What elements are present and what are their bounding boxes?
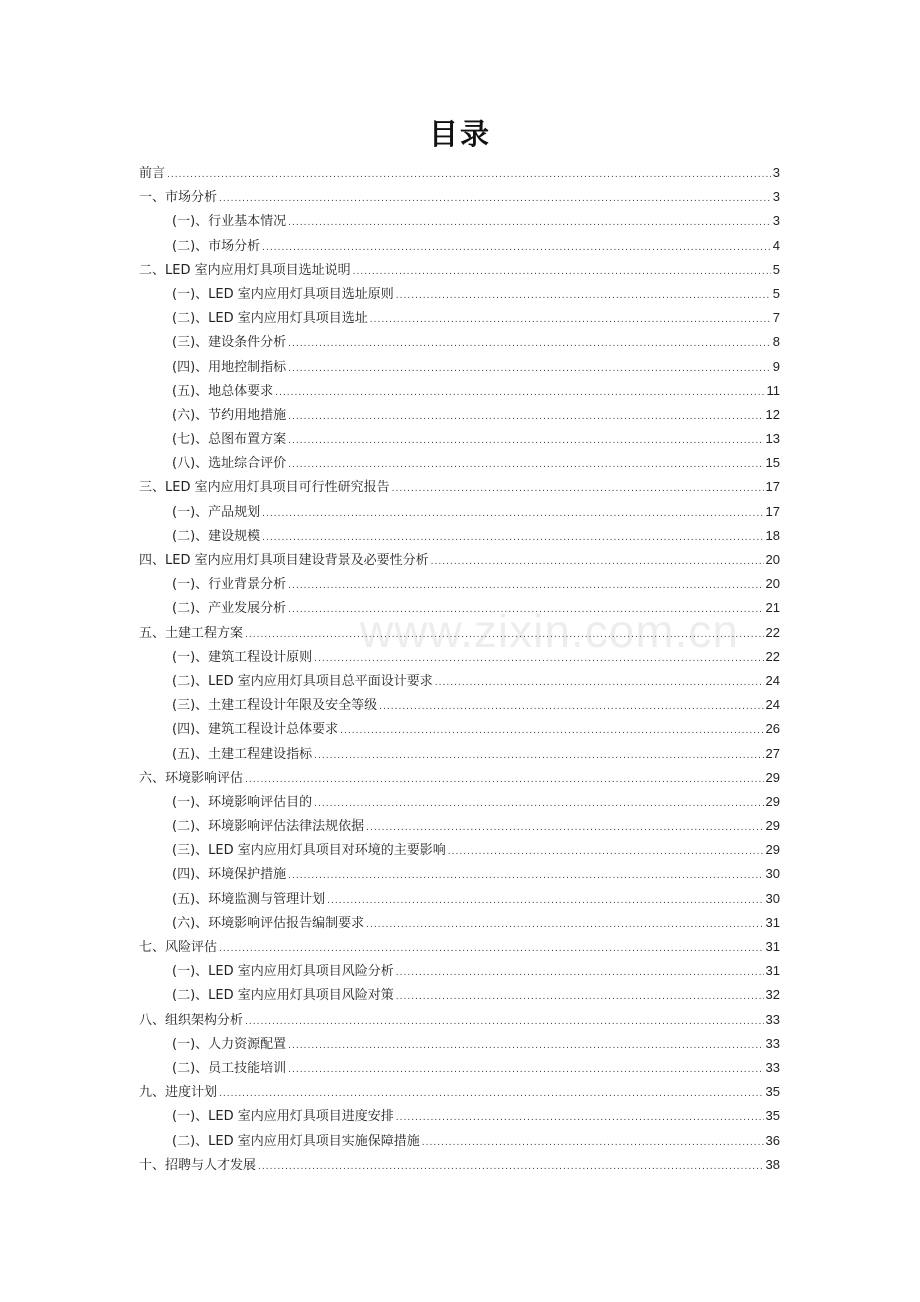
toc-page-number: 27 — [765, 745, 780, 761]
toc-dot-leader — [366, 816, 763, 840]
toc-entry-label: (一)、环境影响评估目的 — [172, 794, 313, 810]
toc-entry[interactable] — [139, 475, 780, 499]
toc-dot-leader — [288, 453, 763, 477]
toc-page-number: 13 — [765, 431, 780, 447]
toc-dot-leader — [448, 840, 764, 864]
toc-page-number: 32 — [765, 987, 780, 1003]
toc-page-number: 22 — [765, 624, 780, 640]
toc-entry[interactable] — [139, 258, 780, 282]
toc-entry-label: (二)、LED 室内应用灯具项目风险对策 — [172, 988, 394, 1004]
toc-dot-leader — [258, 1155, 764, 1179]
toc-subentry[interactable] — [139, 403, 780, 427]
toc-subentry[interactable] — [139, 983, 780, 1007]
toc-dot-leader — [340, 719, 763, 743]
toc-page-number: 29 — [765, 842, 780, 858]
toc-entry[interactable] — [139, 548, 780, 572]
toc-entry[interactable] — [139, 766, 780, 790]
toc-dot-leader — [288, 574, 763, 598]
toc-entry-label: (三)、土建工程设计年限及安全等级 — [172, 698, 378, 714]
toc-entry[interactable] — [139, 185, 780, 209]
toc-subentry[interactable] — [139, 790, 780, 814]
toc-subentry[interactable] — [139, 209, 780, 233]
toc-entry-label: (二)、市场分析 — [172, 238, 261, 254]
toc-dot-leader — [262, 502, 763, 526]
toc-entry-label: 一、市场分析 — [139, 190, 218, 206]
toc-entry-label: (二)、LED 室内应用灯具项目选址 — [172, 311, 368, 327]
toc-entry-label: 二、LED 室内应用灯具项目选址说明 — [139, 262, 351, 278]
toc-subentry[interactable] — [139, 330, 780, 354]
toc-dot-leader — [288, 1034, 763, 1058]
toc-dot-leader — [366, 913, 763, 937]
toc-entry-label: (四)、环境保护措施 — [172, 867, 287, 883]
toc-dot-leader — [275, 381, 764, 405]
toc-dot-leader — [327, 889, 763, 913]
toc-entry-label: (四)、用地控制指标 — [172, 359, 287, 375]
toc-page-number: 5 — [772, 261, 780, 277]
toc-dot-leader — [288, 405, 763, 429]
toc-entry[interactable] — [139, 1153, 780, 1177]
toc-entry-label: (一)、LED 室内应用灯具项目选址原则 — [172, 286, 394, 302]
toc-dot-leader — [219, 1082, 764, 1106]
toc-page-number: 29 — [765, 793, 780, 809]
toc-dot-leader — [288, 357, 771, 381]
toc-subentry[interactable] — [139, 887, 780, 911]
toc-page-number: 12 — [765, 406, 780, 422]
toc-page-number: 24 — [765, 697, 780, 713]
toc-subentry[interactable] — [139, 524, 780, 548]
toc-dot-leader — [314, 744, 763, 768]
toc-page-number: 30 — [765, 890, 780, 906]
toc-page-number: 22 — [765, 648, 780, 664]
toc-entry[interactable] — [139, 935, 780, 959]
toc-dot-leader — [314, 647, 763, 671]
toc-entry-label: (一)、LED 室内应用灯具项目风险分析 — [172, 964, 394, 980]
toc-entry-label: (一)、LED 室内应用灯具项目进度安排 — [172, 1109, 394, 1125]
toc-page-number: 20 — [765, 552, 780, 567]
toc-page-number: 33 — [765, 1011, 780, 1027]
toc-entry-label: 前言 — [139, 166, 166, 181]
toc-subentry[interactable] — [139, 234, 780, 258]
toc-entry[interactable] — [139, 161, 780, 185]
toc-dot-leader — [288, 332, 771, 356]
toc-dot-leader — [396, 1106, 764, 1130]
toc-entry-label: (六)、节约用地措施 — [172, 407, 287, 423]
toc-entry-label: 九、进度计划 — [139, 1085, 218, 1101]
toc-dot-leader — [353, 260, 771, 284]
toc-entry[interactable] — [139, 1080, 780, 1104]
toc-subentry[interactable] — [139, 693, 780, 717]
toc-dot-leader — [245, 623, 764, 647]
toc-page-number: 3 — [772, 189, 780, 205]
toc-dot-leader — [392, 477, 764, 501]
toc-subentry[interactable] — [139, 814, 780, 838]
toc-entry-label: (二)、建设规模 — [172, 528, 261, 544]
toc-dot-leader — [396, 985, 764, 1009]
toc-subentry[interactable] — [139, 282, 780, 306]
toc-subentry[interactable] — [139, 717, 780, 741]
toc-entry-label: (一)、行业基本情况 — [172, 214, 287, 230]
toc-page-number: 31 — [765, 914, 780, 930]
toc-subentry[interactable] — [139, 645, 780, 669]
toc-page-number: 33 — [765, 1059, 780, 1075]
toc-dot-leader — [379, 695, 763, 719]
toc-entry[interactable] — [139, 621, 780, 645]
toc-subentry[interactable] — [139, 427, 780, 451]
toc-entry-label: (二)、员工技能培训 — [172, 1060, 287, 1076]
toc-entry-label: (一)、行业背景分析 — [172, 577, 287, 593]
toc-page-number: 30 — [765, 866, 780, 882]
toc-page-number: 17 — [765, 503, 780, 519]
toc-page-number: 29 — [765, 769, 780, 785]
toc-page-number: 4 — [772, 237, 780, 253]
toc-page-number: 21 — [765, 600, 780, 616]
toc-entry-label: (五)、环境监测与管理计划 — [172, 891, 326, 907]
toc-subentry[interactable] — [139, 572, 780, 596]
toc-dot-leader — [314, 792, 763, 816]
toc-page-number: 9 — [772, 358, 780, 374]
toc-entry-label: 十、招聘与人才发展 — [139, 1157, 257, 1173]
toc-entry-label: 三、LED 室内应用灯具项目可行性研究报告 — [139, 480, 390, 496]
toc-dot-leader — [422, 1131, 764, 1155]
toc-entry-label: (一)、建筑工程设计原则 — [172, 649, 313, 665]
toc-subentry[interactable] — [139, 1032, 780, 1056]
toc-subentry[interactable] — [139, 862, 780, 886]
toc-subentry[interactable] — [139, 911, 780, 935]
toc-dot-leader — [245, 768, 764, 792]
toc-subentry[interactable] — [139, 1129, 780, 1153]
toc-subentry[interactable] — [139, 838, 780, 862]
toc-page-number: 31 — [765, 963, 780, 979]
toc-page-number: 31 — [765, 939, 780, 954]
toc-entry-label: 四、LED 室内应用灯具项目建设背景及必要性分析 — [139, 553, 429, 568]
toc-dot-leader — [288, 211, 771, 235]
toc-entry-label: 六、环境影响评估 — [139, 770, 244, 786]
toc-page-number: 38 — [765, 1156, 780, 1172]
toc-dot-leader — [288, 1058, 763, 1082]
toc-subentry[interactable] — [139, 1104, 780, 1128]
toc-entry-label: (三)、LED 室内应用灯具项目对环境的主要影响 — [172, 843, 446, 859]
toc-entry-label: (八)、选址综合评价 — [172, 456, 287, 472]
toc-entry-label: (五)、土建工程建设指标 — [172, 746, 313, 762]
toc-dot-leader — [435, 671, 764, 695]
toc-entry-label: (二)、LED 室内应用灯具项目实施保障措施 — [172, 1133, 420, 1149]
toc-page-number: 33 — [765, 1035, 780, 1051]
watermark: www.zixin.com.cn — [360, 605, 739, 657]
toc-page-number: 20 — [765, 576, 780, 592]
toc-entry-label: (一)、产品规划 — [172, 504, 261, 520]
toc-page-number: 7 — [772, 310, 780, 326]
toc-subentry[interactable] — [139, 1056, 780, 1080]
toc-entry-label: (六)、环境影响评估报告编制要求 — [172, 915, 365, 931]
toc-page-number: 26 — [765, 721, 780, 737]
toc-dot-leader — [245, 1010, 764, 1034]
page-title: 目录 — [428, 117, 491, 151]
toc-dot-leader — [396, 961, 764, 985]
toc-dot-leader — [370, 308, 771, 332]
toc-page-number: 35 — [765, 1084, 780, 1100]
toc-entry[interactable] — [139, 1008, 780, 1032]
toc-entry-label: (二)、产业发展分析 — [172, 601, 287, 617]
toc-entry-label: (七)、总图布置方案 — [172, 432, 287, 448]
toc-dot-leader — [219, 187, 771, 211]
toc-page-number: 15 — [765, 455, 780, 471]
toc-page-number: 18 — [765, 527, 780, 543]
toc-entry-label: (二)、LED 室内应用灯具项目总平面设计要求 — [172, 673, 433, 689]
toc-dot-leader — [262, 236, 771, 260]
toc-dot-leader — [288, 429, 763, 453]
toc-dot-leader — [262, 526, 763, 550]
toc-entry-label: 五、土建工程方案 — [139, 625, 244, 641]
table-of-contents — [139, 161, 780, 1177]
toc-entry-label: (二)、环境影响评估法律法规依据 — [172, 819, 365, 835]
toc-subentry[interactable] — [139, 379, 780, 403]
toc-entry-label: (一)、人力资源配置 — [172, 1036, 287, 1052]
toc-subentry[interactable] — [139, 742, 780, 766]
toc-entry-label: 八、组织架构分析 — [139, 1012, 244, 1028]
toc-subentry[interactable] — [139, 355, 780, 379]
toc-entry-label: (三)、建设条件分析 — [172, 335, 287, 351]
toc-page-number: 24 — [765, 672, 780, 688]
toc-subentry[interactable] — [139, 596, 780, 620]
toc-dot-leader — [167, 163, 771, 187]
toc-subentry[interactable] — [139, 306, 780, 330]
toc-page-number: 35 — [765, 1108, 780, 1124]
toc-page-number: 29 — [765, 818, 780, 834]
toc-dot-leader — [431, 550, 764, 574]
toc-entry-label: (五)、地总体要求 — [172, 383, 274, 399]
toc-subentry[interactable] — [139, 500, 780, 524]
toc-subentry[interactable] — [139, 669, 780, 693]
toc-dot-leader — [288, 598, 763, 622]
toc-dot-leader — [396, 284, 771, 308]
toc-dot-leader — [288, 864, 763, 888]
toc-page-number: 3 — [772, 165, 780, 180]
toc-page-number: 3 — [772, 213, 780, 229]
toc-entry-label: 七、风险评估 — [139, 940, 218, 955]
toc-subentry[interactable] — [139, 959, 780, 983]
toc-page-number: 36 — [765, 1132, 780, 1148]
toc-page-number: 17 — [765, 479, 780, 495]
toc-page-number: 5 — [772, 285, 780, 301]
toc-entry-label: (四)、建筑工程设计总体要求 — [172, 722, 339, 738]
toc-page-number: 8 — [772, 334, 780, 350]
toc-page-number: 11 — [766, 382, 780, 398]
toc-subentry[interactable] — [139, 451, 780, 475]
toc-dot-leader — [219, 937, 764, 961]
